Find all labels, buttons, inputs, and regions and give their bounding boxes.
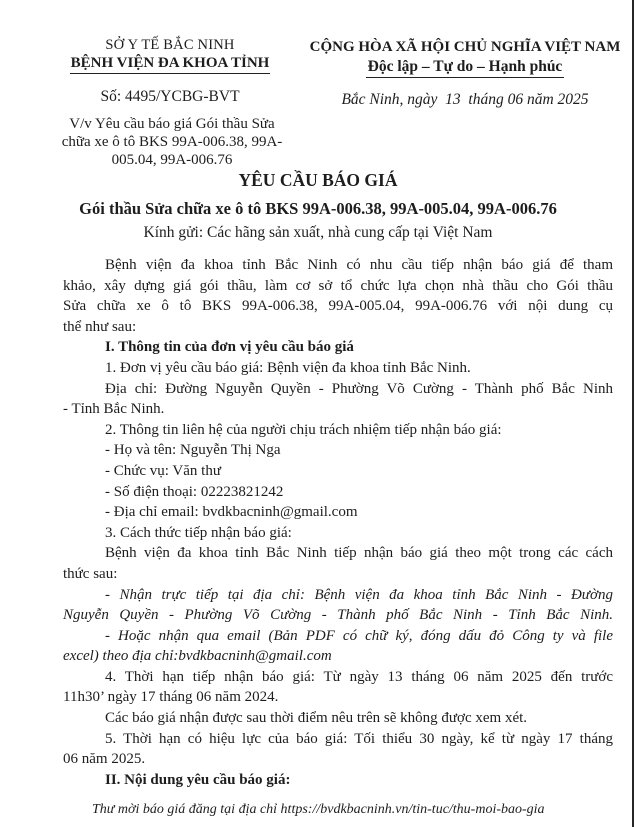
doc-line: Các báo giá nhận được sau thời điểm nêu trên sẽ không được xem xét. — [105, 710, 528, 727]
national-motto: Độc lập – Tự do – Hạnh phúc — [366, 58, 565, 78]
doc-line: 1. Đơn vị yêu cầu báo giá: Bệnh viện đa khoa tỉnh Bắc Ninh. — [105, 359, 471, 376]
doc-line: - Họ và tên: Nguyễn Thị Nga — [105, 442, 281, 459]
doc-subject-line: 005.04, 99A-006.76 — [111, 152, 233, 168]
doc-body — [63, 255, 613, 790]
header-right-column — [302, 38, 628, 109]
doc-line: 11h30’ ngày 17 tháng 06 năm 2024. — [63, 689, 279, 706]
doc-line: - Nhận trực tiếp tại địa chỉ: Bệnh viện đa khoa tỉnh Bắc Ninh - Đường — [105, 586, 613, 603]
doc-subject-line: chữa xe ô tô BKS 99A-006.38, 99A- — [61, 134, 283, 150]
doc-line: - Địa chỉ email: bvdkbacninh@gmail.com — [105, 504, 358, 521]
header-left-column — [45, 36, 295, 169]
doc-line: 06 năm 2025. — [63, 751, 146, 768]
doc-line: 4. Thời hạn tiếp nhận báo giá: Từ ngày 13 tháng 06 năm 2025 đến trước — [105, 668, 613, 685]
doc-line: khảo, xây dựng giá gói thầu, làm cơ sở tổ chức lựa chọn nhà thầu cho Gói thầu — [63, 277, 613, 294]
doc-line: - Số điện thoại: 02223821242 — [105, 483, 284, 500]
doc-line: 2. Thông tin liên hệ của người chịu trách nhiệm tiếp nhận báo giá: — [105, 421, 502, 438]
doc-title: YÊU CẦU BÁO GIÁ — [238, 170, 398, 190]
org-parent-name: SỞ Y TẾ BẮC NINH — [105, 37, 235, 53]
doc-line: Nguyễn Quyền - Phường Võ Cường - Thành phố Bắc Ninh - Tỉnh Bắc Ninh. — [63, 607, 613, 624]
doc-line: I. Thông tin của đơn vị yêu cầu báo giá — [105, 339, 354, 356]
national-header: CỘNG HÒA XÃ HỘI CHỦ NGHĨA VIỆT NAM — [309, 39, 621, 55]
org-name-wrap — [45, 54, 295, 74]
doc-line: 3. Cách thức tiếp nhận báo giá: — [105, 524, 292, 541]
doc-line: Sửa chữa xe ô tô BKS 99A-006.38, 99A-005.04, 99A-006.76 với nội dung cụ — [63, 298, 613, 315]
doc-line: excel) theo địa chỉ:bvdkbacninh@gmail.com — [63, 648, 332, 665]
doc-line: Địa chỉ: Đường Nguyễn Quyền - Phường Võ Cường - Thành phố Bắc Ninh — [105, 380, 613, 397]
footnote: Thư mời báo giá đăng tại địa chỉ https://bvdkbacninh.vn/tin-tuc/thu-moi-bao-gia — [92, 802, 545, 817]
doc-line: Bệnh viện đa khoa tỉnh Bắc Ninh tiếp nhận báo giá theo một trong các cách — [105, 545, 613, 562]
doc-subject — [29, 115, 315, 169]
doc-line: thể như sau: — [63, 318, 137, 335]
salutation: Kính gửi: Các hãng sản xuất, nhà cung cấp tại Việt Nam — [143, 224, 493, 241]
place-date-line: Bắc Ninh, ngày 13 tháng 06 năm 2025 — [341, 91, 589, 108]
doc-line: - Tỉnh Bắc Ninh. — [63, 401, 165, 418]
doc-line: Bệnh viện đa khoa tỉnh Bắc Ninh có nhu cầu tiếp nhận báo giá để tham — [105, 257, 613, 273]
motto-wrap — [302, 56, 628, 78]
scan-edge-line — [632, 0, 634, 827]
doc-line: - Chức vụ: Văn thư — [105, 462, 221, 479]
doc-line: thức sau: — [63, 565, 118, 582]
doc-subject-line: V/v Yêu cầu báo giá Gói thầu Sửa — [69, 116, 275, 132]
doc-line: 5. Thời hạn có hiệu lực của báo giá: Tối thiểu 30 ngày, kể từ ngày 17 tháng — [105, 730, 613, 747]
doc-line: II. Nội dung yêu cầu báo giá: — [105, 771, 291, 788]
doc-line: - Hoặc nhận qua email (Bản PDF có chữ ký, đóng dấu đỏ Công ty và file — [105, 627, 613, 644]
doc-number: Số: 4495/YCBG-BVT — [100, 88, 240, 105]
org-name: BỆNH VIỆN ĐA KHOA TỈNH — [70, 54, 271, 74]
doc-subtitle: Gói thầu Sửa chữa xe ô tô BKS 99A-006.38, 99A-005.04, 99A-006.76 — [79, 199, 557, 218]
